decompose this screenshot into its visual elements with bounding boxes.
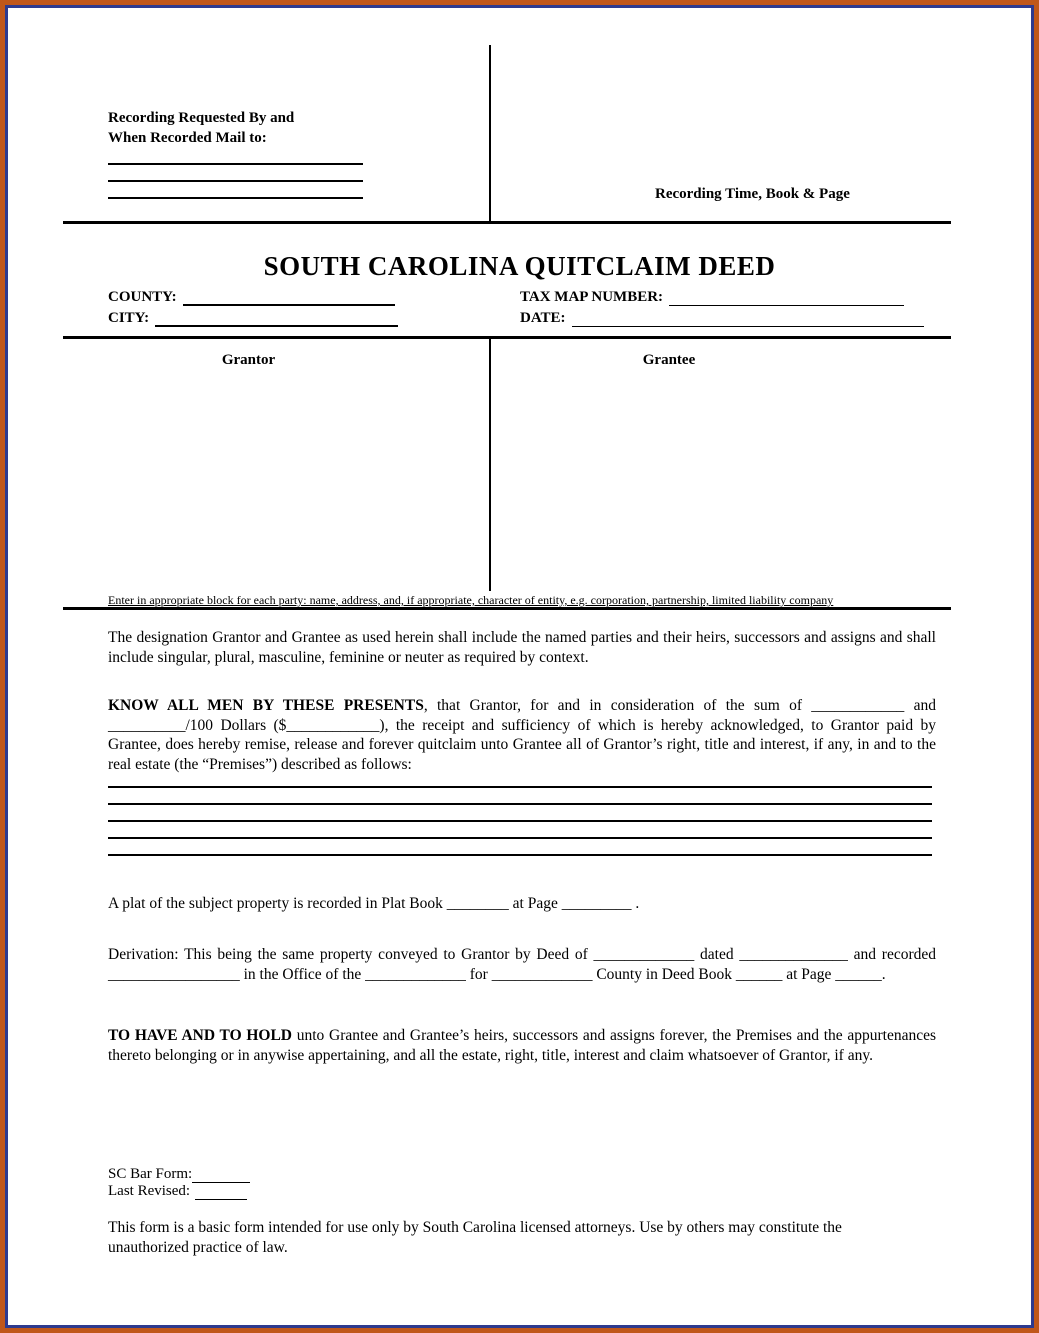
disclaimer-paragraph: This form is a basic form intended for use only by South Carolina licensed attorneys. Use by others may constitute the unauthorized practice of law. <box>108 1219 842 1256</box>
derivation-paragraph: Derivation: This being the same property conveyed to Grantor by Deed of _____________ dated ______________ and recorded _________________ in the Office of the _____________ for _____________ County in Deed Book ______ at Page ______. <box>108 946 936 983</box>
parties-instruction: Enter in appropriate block for each party: name, address, and, if appropriate, character of entity, e.g. corporation, partnership, limited liability company <box>108 593 834 607</box>
description-blank-line-1 <box>108 786 932 788</box>
last-revised-field <box>108 1183 247 1200</box>
county-label: COUNTY: <box>108 289 177 305</box>
mail-to-blank-line-2 <box>108 168 363 182</box>
date-blank <box>572 312 924 327</box>
parties-top-rule <box>63 336 951 339</box>
to-have-lead: TO HAVE AND TO HOLD <box>108 1027 293 1044</box>
know-all-rest: , that Grantor, for and in consideration of the sum of ____________ and __________/100 Dollars ($____________), the receipt and sufficiency of which is hereby acknowledged, to Grantor paid by Grantee, does hereby remise, release and forever quitclaim unto Grantee all of Grantor’s right, title and interest, if any, in and to the real estate (the “Premises”) described as follows: <box>108 697 936 773</box>
description-blank-line-3 <box>108 820 932 822</box>
tax-map-blank <box>669 291 904 306</box>
mail-to-blank-line-3 <box>108 185 363 199</box>
date-label: DATE: <box>520 310 566 326</box>
recording-requested-line2: When Recorded Mail to: <box>108 130 267 146</box>
city-field <box>108 310 398 327</box>
parties-vertical-divider <box>489 339 491 591</box>
know-all-paragraph <box>108 696 936 774</box>
grantor-header: Grantor <box>221 352 276 368</box>
city-label: CITY: <box>108 310 150 326</box>
tax-map-label: TAX MAP NUMBER: <box>520 289 664 305</box>
recording-block <box>108 108 363 199</box>
to-have-rest: unto Grantee and Grantee’s heirs, successors and assigns forever, the Premises and the appurtenances thereto belonging or in anywise appertaining, and all the estate, right, title, interest and claim whatsoever of Grantor, if any. <box>108 1027 936 1064</box>
header-vertical-divider <box>489 45 491 222</box>
plat-paragraph: A plat of the subject property is recorded in Plat Book ________ at Page _________ . <box>108 895 640 912</box>
to-have-paragraph <box>108 1026 936 1065</box>
grantee-header: Grantee <box>642 352 696 368</box>
know-all-lead: KNOW ALL MEN BY THESE PRESENTS <box>108 697 424 714</box>
recording-time-label: Recording Time, Book & Page <box>655 186 850 202</box>
county-field <box>108 289 395 306</box>
date-field <box>520 310 924 327</box>
description-blank-line-2 <box>108 803 932 805</box>
tax-map-field <box>520 289 904 306</box>
city-blank <box>155 312 398 327</box>
header-rule <box>63 221 951 224</box>
last-revised-label: Last Revised: <box>108 1183 191 1199</box>
sc-bar-form-label: SC Bar Form: <box>108 1166 193 1182</box>
parties-bottom-rule <box>63 607 951 610</box>
page-inner-border <box>5 5 1034 1328</box>
last-revised-blank <box>195 1185 247 1200</box>
document-title: SOUTH CAROLINA QUITCLAIM DEED <box>263 251 776 281</box>
mail-to-blank-line-1 <box>108 151 363 165</box>
designation-paragraph: The designation Grantor and Grantee as used herein shall include the named parties and their heirs, successors and assigns and shall include singular, plural, masculine, feminine or neuter as required by context. <box>108 629 936 666</box>
sc-bar-form-blank <box>192 1168 250 1183</box>
county-blank <box>183 291 395 306</box>
sc-bar-form-field <box>108 1166 250 1183</box>
description-blank-line-5 <box>108 854 932 856</box>
recording-requested-line1: Recording Requested By and <box>108 110 295 126</box>
description-blank-line-4 <box>108 837 932 839</box>
